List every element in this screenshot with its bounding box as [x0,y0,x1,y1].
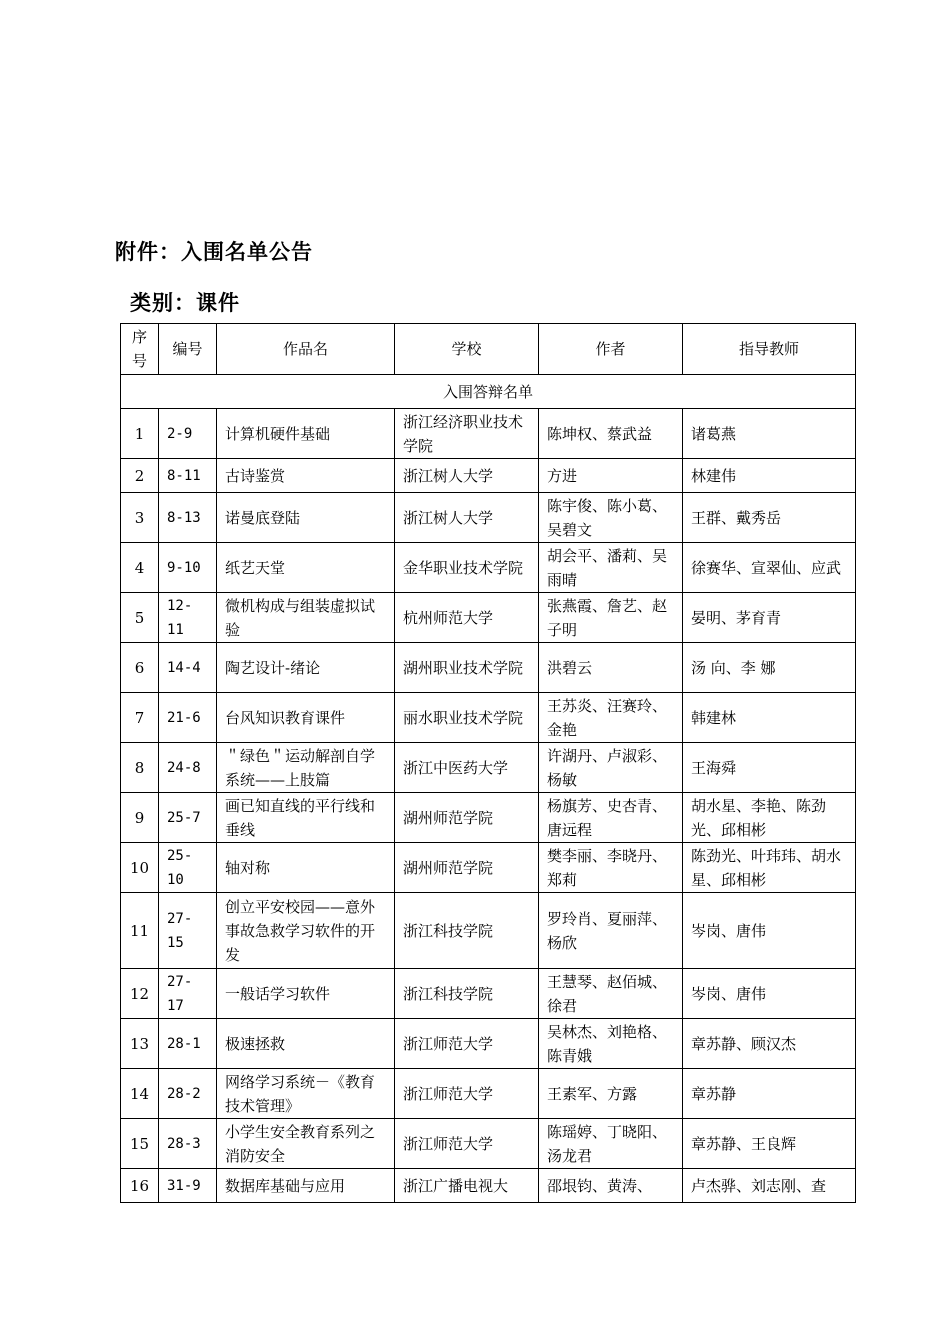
table-row [121,493,856,543]
cell-advisors: 晏明、茅育青 [683,593,856,643]
cell-code: 27-17 [159,969,217,1019]
cell-code: 27-15 [159,893,217,969]
cell-seq: 2 [121,459,159,493]
table-row [121,969,856,1019]
cell-advisors: 章苏静、王良辉 [683,1119,856,1169]
cell-authors: 邵垠钧、黄涛、 [539,1169,683,1203]
cell-seq: 16 [121,1169,159,1203]
cell-seq: 15 [121,1119,159,1169]
cell-code: 21-6 [159,693,217,743]
table-row [121,459,856,493]
cell-school: 丽水职业技术学院 [395,693,539,743]
header-school: 学校 [395,324,539,375]
cell-advisors: 王海舜 [683,743,856,793]
cell-seq: 8 [121,743,159,793]
cell-school: 浙江科技学院 [395,893,539,969]
header-code: 编号 [159,324,217,375]
cell-advisors: 章苏静、顾汉杰 [683,1019,856,1069]
cell-seq: 5 [121,593,159,643]
table-row [121,643,856,693]
cell-work: 数据库基础与应用 [217,1169,395,1203]
cell-work: 轴对称 [217,843,395,893]
page-heading: 附件：入围名单公告 [115,240,313,264]
cell-authors: 陈宇俊、陈小葛、吴碧文 [539,493,683,543]
cell-work: 一般话学习软件 [217,969,395,1019]
cell-seq: 9 [121,793,159,843]
cell-work: 台风知识教育课件 [217,693,395,743]
cell-seq: 6 [121,643,159,693]
cell-school: 金华职业技术学院 [395,543,539,593]
cell-seq: 12 [121,969,159,1019]
cell-authors: 陈瑶婷、丁晓阳、汤龙君 [539,1119,683,1169]
cell-advisors: 韩建林 [683,693,856,743]
cell-work: ＂绿色＂运动解剖自学系统——上肢篇 [217,743,395,793]
cell-code: 28-3 [159,1119,217,1169]
cell-school: 浙江科技学院 [395,969,539,1019]
cell-authors: 张燕霞、詹艺、赵子明 [539,593,683,643]
cell-work: 小学生安全教育系列之消防安全 [217,1119,395,1169]
cell-work: 纸艺天堂 [217,543,395,593]
cell-code: 14-4 [159,643,217,693]
cell-authors: 陈坤权、蔡武益 [539,409,683,459]
cell-school: 浙江师范大学 [395,1019,539,1069]
section-title: 入围答辩名单 [121,375,856,409]
cell-school: 浙江经济职业技术学院 [395,409,539,459]
cell-authors: 胡会平、潘莉、吴雨晴 [539,543,683,593]
table-row [121,543,856,593]
cell-work: 诺曼底登陆 [217,493,395,543]
header-work: 作品名 [217,324,395,375]
cell-authors: 王素军、方露 [539,1069,683,1119]
header-seq: 序号 [121,324,159,375]
table-row [121,843,856,893]
cell-advisors: 陈劲光、叶玮玮、胡水星、邱相彬 [683,843,856,893]
table-row [121,793,856,843]
cell-code: 9-10 [159,543,217,593]
table-row [121,893,856,969]
cell-authors: 樊李丽、李晓丹、郑莉 [539,843,683,893]
cell-work: 画已知直线的平行线和垂线 [217,793,395,843]
table-row [121,593,856,643]
cell-school: 杭州师范大学 [395,593,539,643]
cell-school: 浙江师范大学 [395,1119,539,1169]
cell-code: 8-11 [159,459,217,493]
cell-advisors: 诸葛燕 [683,409,856,459]
table-row [121,1069,856,1119]
cell-code: 12-11 [159,593,217,643]
cell-advisors: 王群、戴秀岳 [683,493,856,543]
table-row [121,1169,856,1203]
cell-work: 陶艺设计-绪论 [217,643,395,693]
cell-authors: 王苏炎、汪赛玲、金艳 [539,693,683,743]
cell-seq: 7 [121,693,159,743]
cell-advisors: 汤 向、李 娜 [683,643,856,693]
header-authors: 作者 [539,324,683,375]
cell-work: 创立平安校园——意外事故急救学习软件的开发 [217,893,395,969]
table-row [121,743,856,793]
cell-advisors: 卢杰骅、刘志刚、查 [683,1169,856,1203]
cell-school: 浙江树人大学 [395,459,539,493]
header-advisors: 指导教师 [683,324,856,375]
cell-school: 湖州职业技术学院 [395,643,539,693]
cell-seq: 14 [121,1069,159,1119]
category-heading: 类别：课件 [130,291,240,315]
cell-advisors: 岑岗、唐伟 [683,969,856,1019]
cell-code: 25-10 [159,843,217,893]
cell-school: 湖州师范学院 [395,793,539,843]
cell-code: 25-7 [159,793,217,843]
cell-code: 8-13 [159,493,217,543]
cell-work: 微机构成与组装虚拟试验 [217,593,395,643]
cell-work: 计算机硬件基础 [217,409,395,459]
cell-advisors: 章苏静 [683,1069,856,1119]
cell-school: 浙江师范大学 [395,1069,539,1119]
cell-seq: 1 [121,409,159,459]
cell-authors: 许湖丹、卢淑彩、杨敏 [539,743,683,793]
cell-authors: 方进 [539,459,683,493]
section-row [121,375,856,409]
table-row [121,1019,856,1069]
cell-advisors: 岑岗、唐伟 [683,893,856,969]
cell-school: 湖州师范学院 [395,843,539,893]
cell-seq: 11 [121,893,159,969]
cell-school: 浙江广播电视大 [395,1169,539,1203]
cell-seq: 4 [121,543,159,593]
cell-seq: 10 [121,843,159,893]
cell-work: 网络学习系统－《教育技术管理》 [217,1069,395,1119]
cell-school: 浙江中医药大学 [395,743,539,793]
cell-seq: 3 [121,493,159,543]
cell-code: 2-9 [159,409,217,459]
table-row [121,693,856,743]
cell-authors: 杨旗芳、史杏青、唐远程 [539,793,683,843]
cell-code: 24-8 [159,743,217,793]
cell-advisors: 林建伟 [683,459,856,493]
cell-seq: 13 [121,1019,159,1069]
cell-authors: 罗玲肖、夏丽萍、杨欣 [539,893,683,969]
cell-advisors: 徐赛华、宣翠仙、应武 [683,543,856,593]
table-header-row [121,324,856,375]
cell-work: 极速拯救 [217,1019,395,1069]
cell-advisors: 胡水星、李艳、陈劲光、邱相彬 [683,793,856,843]
cell-authors: 王慧琴、赵佰城、徐君 [539,969,683,1019]
cell-authors: 吴林杰、刘艳格、陈青娥 [539,1019,683,1069]
cell-authors: 洪碧云 [539,643,683,693]
cell-code: 28-2 [159,1069,217,1119]
finalist-table [120,323,856,1203]
table-row [121,1119,856,1169]
cell-work: 古诗鉴赏 [217,459,395,493]
cell-school: 浙江树人大学 [395,493,539,543]
table-row [121,409,856,459]
cell-code: 31-9 [159,1169,217,1203]
cell-code: 28-1 [159,1019,217,1069]
